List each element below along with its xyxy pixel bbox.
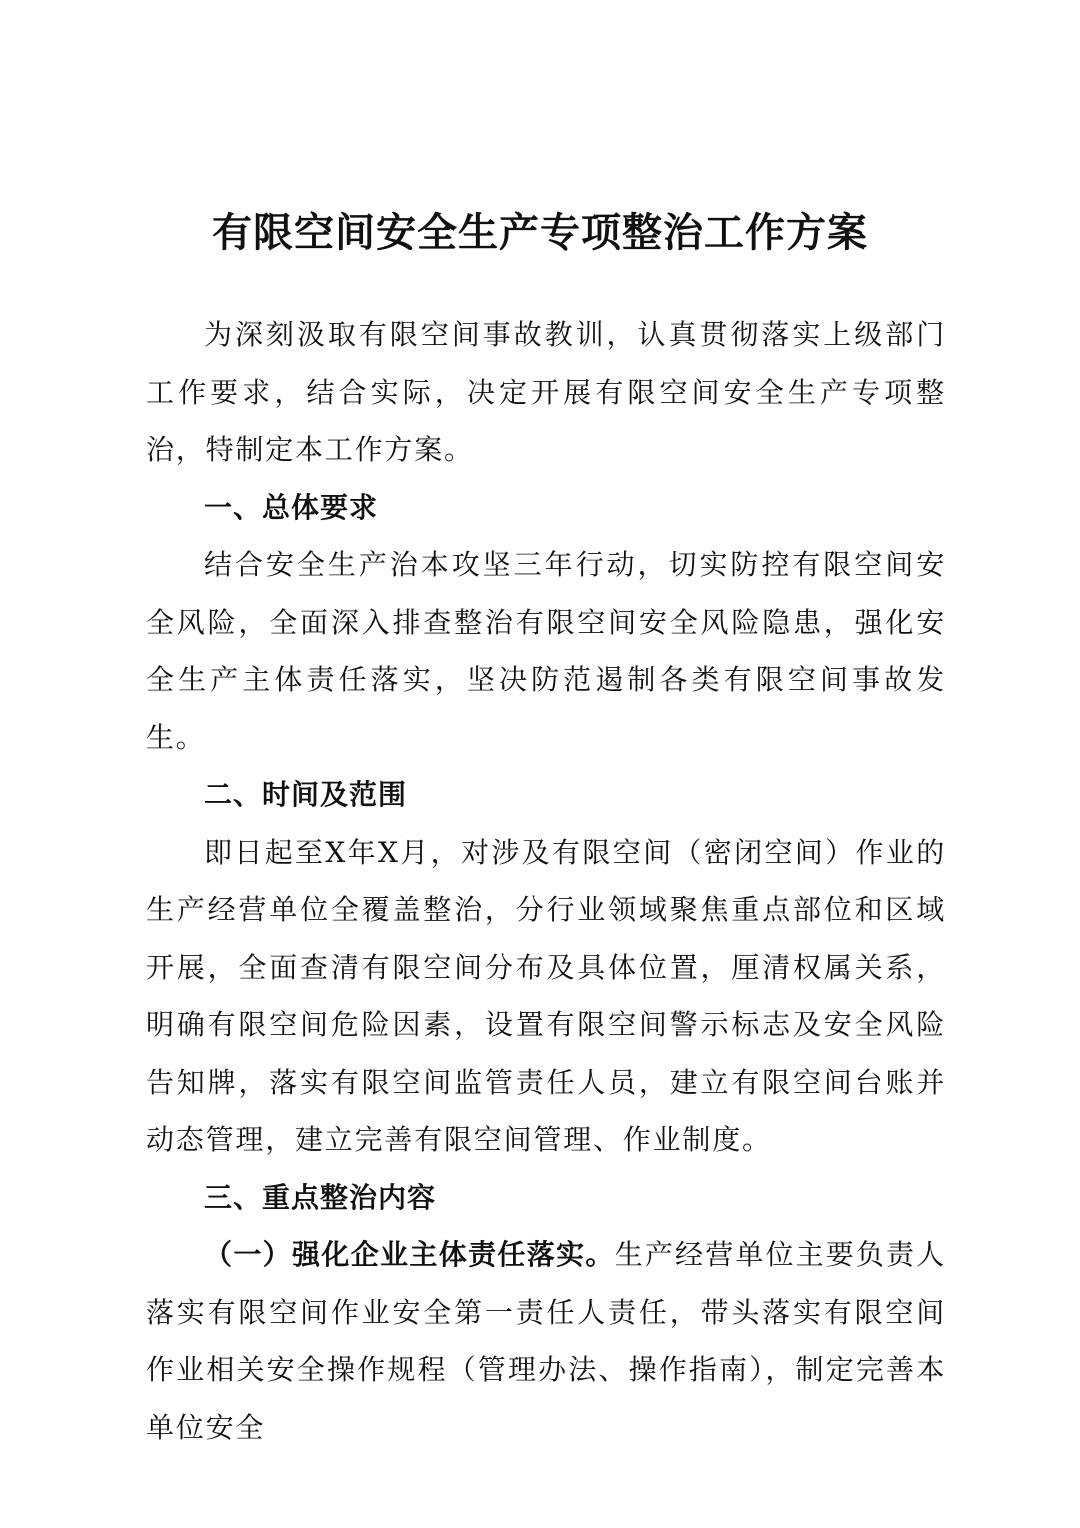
document-body (146, 306, 946, 1456)
subsection-text: 生产经营单位主要负责人落实有限空间作业安全第一责任人责任，带头落实有限空间作业相关安全操作规程（管理办法、操作指南），制定完善本单位安全 (146, 1238, 946, 1444)
section-paragraph-time-and-scope: 即日起至X年X月，对涉及有限空间（密闭空间）作业的生产经营单位全覆盖整治，分行业领域聚焦重点部位和区域开展，全面查清有限空间分布及具体位置，厘清权属关系，明确有限空间危险因素，设置有限空间警示标志及安全风险告知牌，落实有限空间监管责任人员，建立有限空间台账并动态管理，建立完善有限空间管理、作业制度。 (146, 835, 946, 1156)
subsection-lead: （一）强化企业主体责任落实。 (204, 1238, 615, 1271)
section-heading-key-rectification: 三、重点整治内容 (204, 1180, 437, 1214)
document-title: 有限空间安全生产专项整治工作方案 (212, 210, 868, 256)
section-heading-general-requirements: 一、总体要求 (204, 490, 379, 524)
intro-paragraph: 为深刻汲取有限空间事故教训，认真贯彻落实上级部门工作要求，结合实际，决定开展有限空间安全生产专项整治，特制定本工作方案。 (146, 318, 946, 466)
section-paragraph-key-rectification (146, 1226, 946, 1456)
section-paragraph-general-requirements: 结合安全生产治本攻坚三年行动，切实防控有限空间安全风险，全面深入排查整治有限空间安全风险隐患，强化安全生产主体责任落实，坚决防范遏制各类有限空间事故发生。 (146, 548, 946, 754)
section-heading-time-and-scope: 二、时间及范围 (204, 778, 408, 811)
